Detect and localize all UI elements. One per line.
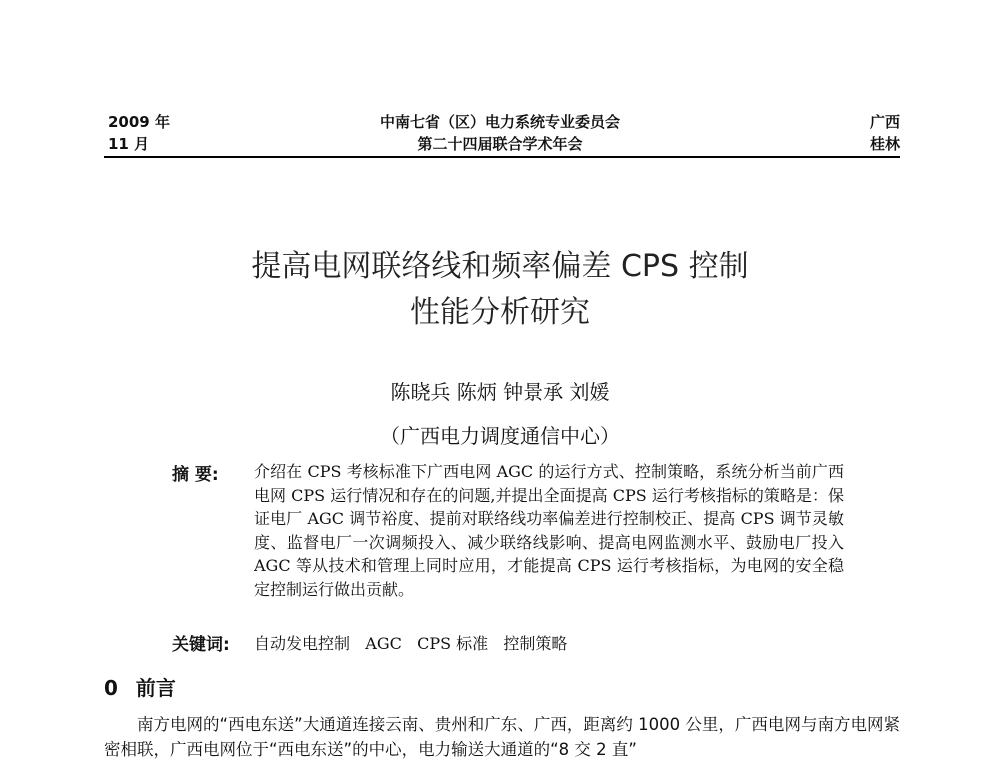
header-location bbox=[870, 111, 900, 155]
keywords-label: 关键词: bbox=[172, 635, 230, 655]
header-conference bbox=[0, 111, 1000, 155]
header-year: 2009 年 bbox=[108, 113, 170, 131]
header-month: 11 月 bbox=[108, 135, 150, 153]
paper-authors: 陈晓兵 陈炳 钟景承 刘媛 bbox=[390, 380, 610, 404]
section-heading bbox=[104, 672, 176, 701]
header-city: 桂林 bbox=[869, 135, 900, 153]
header-conference-line1: 中南七省（区）电力系统专业委员会 bbox=[379, 113, 620, 131]
paper-title-line2: 性能分析研究 bbox=[410, 295, 590, 330]
paper-title-line1: 提高电网联络线和频率偏差 CPS 控制 bbox=[251, 249, 749, 284]
paper-title bbox=[0, 244, 1000, 336]
abstract-text: 介绍在 CPS 考核标准下广西电网 AGC 的运行方式、控制策略，系统分析当前广西电网 CPS 运行情况和存在的问题,并提出全面提高 CPS 运行考核指标的策略是：保证电厂 AGC 调节裕度、提前对联络线功率偏差进行控制校正、提高 CPS 调节灵敏度、监督电厂一次调频投入、减少联络线影响、提高电网监测水平、鼓励电厂投入 AGC 等从技术和管理上同时应用，才能提高 CPS 运行考核指标，为电网的安全稳定控制运行做出贡献。 bbox=[254, 462, 844, 599]
section-paragraph: 南方电网的“西电东送”大通道连接云南、贵州和广东、广西，距离约 1000 公里，广西电网与南方电网紧密相联，广西电网位于“西电东送”的中心，电力输送大通道的“8 交 2 直” bbox=[104, 715, 900, 759]
keywords-text: 自动发电控制 AGC CPS 标准 控制策略 bbox=[254, 634, 568, 653]
header-rule bbox=[104, 156, 900, 158]
section-title: 前言 bbox=[135, 676, 176, 700]
header-conference-line2: 第二十四届联合学术年会 bbox=[417, 135, 583, 153]
section-number: 0 bbox=[104, 676, 118, 700]
header-province: 广西 bbox=[869, 113, 900, 131]
abstract-label: 摘 要: bbox=[172, 465, 219, 485]
paper-affiliation: （广西电力调度通信中心） bbox=[380, 424, 620, 448]
